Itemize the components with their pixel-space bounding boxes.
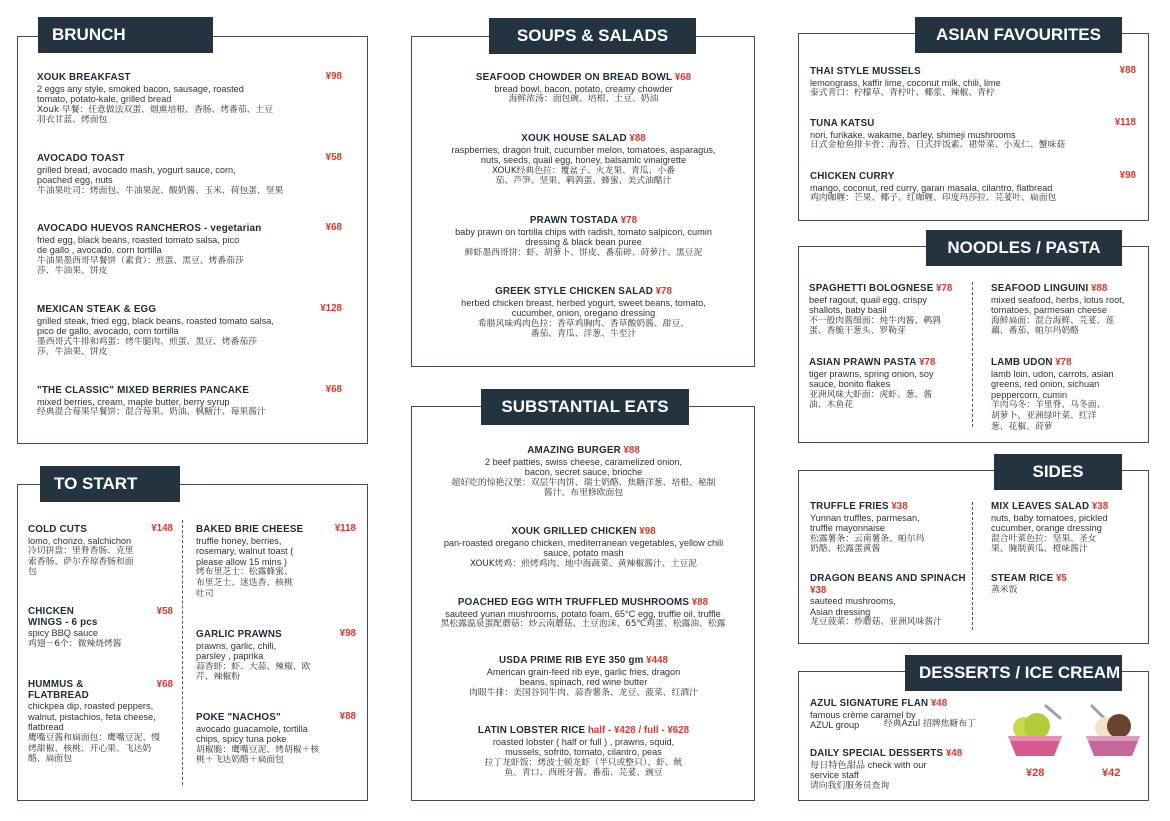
item-desc: truffle honey, berries, rosemary, walnut toast ( please allow 15 mins ) — [196, 535, 294, 567]
item-price: ¥88 — [691, 597, 709, 608]
menu-item — [810, 748, 995, 791]
menu-item — [441, 526, 726, 569]
menu-item — [441, 133, 726, 187]
item-desc-zh: 日式金枪鱼排卡骨：海苔、日式拌饭素、裙带菜、小麦仁、蟹味菇 — [810, 140, 1066, 151]
menu-item — [196, 712, 356, 766]
ice-cream-cup-icon — [1004, 704, 1066, 768]
item-name: DAILY SPECIAL DESSERTS — [810, 748, 944, 759]
item-price: ¥68 — [156, 679, 173, 690]
item-name: STEAM RICE — [991, 573, 1054, 584]
item-desc-zh: 鲜虾墨西哥饼：虾、胡萝卜、饼皮、番茄碎、莳萝汁、黑豆泥 — [464, 247, 703, 258]
item-price: ¥98 — [1119, 170, 1136, 181]
item-desc: lomo, chorizo, salchichon — [28, 535, 132, 546]
item-name: BAKED BRIE CHEESE — [196, 524, 304, 535]
item-desc: spicy BBQ sauce — [28, 628, 98, 639]
to-start-header: TO START — [40, 466, 180, 502]
item-desc: grilled steak, fried egg, black beans, roasted tomato salsa, pico de gallo, avocado, corn tortilla — [37, 315, 274, 337]
item-name: "THE CLASSIC" MIXED BERRIES PANCAKE — [37, 385, 250, 396]
menu-item — [28, 607, 173, 649]
item-price: ¥128 — [320, 303, 342, 314]
item-desc-zh: 烤布里芝士：松露蜂蜜、布里芝士、迷迭香、核桃吐司 — [196, 567, 293, 599]
item-price: ¥48 — [930, 698, 948, 709]
menu-item — [28, 680, 173, 765]
menu-item — [446, 72, 721, 105]
item-price: ¥48 — [945, 748, 963, 759]
menu-item — [810, 698, 995, 731]
menu-item — [196, 629, 356, 683]
menu-item — [446, 655, 721, 698]
item-desc: avocado guacamole, tortilla chips, spicy tuna poke — [196, 723, 308, 745]
item-name: TUNA KATSU — [810, 118, 875, 129]
item-desc: nuts, baby tomatoes, pickled cucumber, orange dressing — [991, 512, 1108, 534]
item-desc-zh: 牛油果墨西哥早餐饼（素食）：煎蛋、黑豆、烤番茄莎莎、牛油果、饼皮 — [37, 255, 244, 277]
item-name: AVOCADO TOAST — [37, 153, 125, 164]
item-desc: 2 eggs any style, smoked bacon, sausage, roasted tomato, potato-kale, grilled bread — [37, 83, 244, 105]
item-desc: sauteed mushrooms, Asian dressing — [810, 596, 896, 617]
ice-cream-cup-icon — [1082, 704, 1144, 768]
item-desc-zh: 肉眼牛排：美国谷饲牛肉、蒜香薯条、龙豆、菠菜、红酒汁 — [469, 687, 698, 698]
item-desc-zh: 经典混合莓果早餐饼：混合莓果、奶油、枫糖汁、莓果酱汁 — [37, 407, 266, 418]
item-price: ¥88 — [1090, 283, 1108, 294]
brunch-header: BRUNCH — [38, 17, 213, 53]
menu-item — [991, 501, 1141, 555]
item-name: GREEK STYLE CHICKEN SALAD — [495, 286, 654, 297]
item-desc-zh: 冷切拼盘：里脊香肠、克里索香肠、萨尔乔琼香肠和面包 — [28, 546, 134, 578]
item-desc-zh: 海鲜浓汤：面包碗、培根、土豆、奶油 — [508, 94, 659, 105]
item-desc: tiger prawns, spring onion, soy sauce, bonito flakes — [809, 368, 934, 390]
cup-price: ¥42 — [1102, 767, 1121, 779]
column-divider — [972, 282, 973, 427]
menu-item — [810, 118, 1136, 151]
item-price: ¥38 — [1091, 501, 1109, 512]
item-name: THAI STYLE MUSSELS — [810, 66, 921, 77]
item-price: ¥88 — [623, 445, 640, 456]
noodles-pasta-header: NOODLES / PASTA — [926, 230, 1122, 266]
menu-item — [37, 153, 342, 196]
menu-item — [37, 223, 342, 277]
item-desc-zh: 超好吃的惊艳汉堡：双层牛肉饼、瑞士奶酪、焦糖洋葱、培根、秘制酱汁、布里修欧面包 — [451, 477, 716, 499]
item-desc: grilled bread, avocado mash, yogurt sauce, corn, poached egg, nuts — [37, 164, 236, 186]
menu-item — [810, 66, 1136, 99]
menu-item — [37, 72, 342, 126]
item-price: ¥38 — [810, 584, 827, 596]
item-desc: mango, coconut, red curry, garan masala, cilantro, flatbread — [810, 182, 1053, 193]
item-desc-zh: 松露薯条：云南薯条、帕尔玛奶酪、松露蛋黄酱 — [810, 533, 925, 555]
item-price: ¥68 — [325, 384, 342, 395]
item-price: ¥68 — [674, 72, 692, 83]
menu-item — [37, 304, 342, 358]
item-desc: sauteed yunan mushrooms, potato foam, 65°C egg, truffle oil, truffle — [445, 608, 721, 619]
item-desc-zh: 龙豆菠菜：炒蘑菇、亚洲风味酱汁 — [810, 617, 942, 628]
item-name: AMAZING BURGER — [527, 445, 621, 456]
item-name: HUMMUS & FLATBREAD — [28, 679, 89, 701]
item-desc: beef ragout, quail egg, crispy shallots, baby basil — [809, 294, 927, 316]
item-price: ¥78 — [919, 357, 936, 368]
item-price: ¥68 — [325, 222, 342, 233]
item-name: MEXICAN STEAK & EGG — [37, 304, 157, 315]
item-price: ¥88 — [1119, 65, 1136, 76]
item-desc: lemongrass, kaffir lime, coconut milk, chili, lime — [810, 77, 1001, 88]
item-price: ¥88 — [339, 711, 356, 722]
item-price: ¥98 — [639, 526, 656, 537]
item-desc-zh: XOUK经典色拉：覆盆子、火龙果、青瓜、小番茄、芦笋、坚果、鹌鹑蛋、蜂蜜、美式油醋汁 — [492, 165, 675, 187]
item-price: ¥78 — [620, 215, 638, 226]
item-name: SEAFOOD CHOWDER ON BREAD BOWL — [475, 72, 673, 83]
menu-item — [810, 573, 968, 628]
item-price: half - ¥428 / full - ¥628 — [587, 725, 690, 736]
item-price: ¥78 — [1055, 357, 1072, 368]
item-name: TRUFFLE FRIES — [810, 501, 889, 512]
item-desc-zh: 海鲜扁面：混合海鲜、芫荽、莲藕、番茄、帕尔玛奶酪 — [991, 315, 1115, 337]
item-desc: fried egg, black beans, roasted tomato salsa, pico de gallo , avocado, corn tortilla — [37, 234, 240, 256]
item-price: ¥88 — [629, 133, 646, 144]
item-name: ASIAN PRAWN PASTA — [809, 357, 917, 368]
item-name: AVOCADO HUEVOS RANCHEROS - vegetarian — [37, 223, 262, 234]
cup-price: ¥28 — [1026, 767, 1045, 779]
item-desc-zh: 黑松露温泉蛋配蘑菇：炒云南蘑菇、土豆泡沫、65℃鸡蛋、松露油、松露 — [440, 619, 726, 630]
item-desc: roasted lobster ( half or full ) , prawns, squid, mussels, sofrito, tomato, cilantro, peas — [492, 736, 675, 758]
item-price: ¥118 — [334, 523, 356, 534]
item-desc: mixed seafood, herbs, lotus root, tomatoes, parmesan cheese — [991, 294, 1125, 316]
menu-item — [991, 357, 1141, 432]
item-desc-zh: 泰式青口：柠檬草、青柠叶、椰浆、辣椒、青柠 — [810, 88, 995, 99]
item-desc-zh: 不一般肉酱细面：炖牛肉酱、鹌鹑蛋、香脆干葱头、罗勒芽 — [809, 315, 941, 337]
item-name: MIX LEAVES SALAD — [991, 501, 1090, 512]
menu-item — [991, 283, 1141, 337]
column-divider — [182, 520, 183, 785]
column-divider — [972, 502, 973, 630]
item-desc: chickpea dip, roasted peppers, walnut, pistachios, feta cheese, flatbread — [28, 701, 156, 733]
item-desc-zh: 希腊风味鸡肉色拉：香草鸡胸肉、香草酸奶酱、甜豆、番茄、青瓜、洋葱、牛至汁 — [477, 318, 690, 340]
item-desc: pan-roasted oregano chicken, mediterranean vegetables, yellow chili sauce, potato mash — [443, 537, 724, 559]
item-price: ¥98 — [339, 628, 356, 639]
item-desc-zh: 胡椒脆：鹰嘴豆泥、烤胡椒＋核桃＋飞达奶酪＋扁面包 — [196, 744, 320, 766]
item-name: XOUK BREAKFAST — [37, 72, 131, 83]
soups-salads-header: SOUPS & SALADS — [489, 18, 696, 54]
menu-item — [441, 725, 726, 779]
item-name: USDA PRIME RIB EYE 350 gm — [499, 655, 644, 666]
item-desc-zh: 拉丁龙虾饭：烤波士顿龙虾（半只或整只）、虾、鱿鱼、青口、西班牙酱、番茄、芫荽、豌豆 — [484, 757, 683, 779]
item-price: ¥98 — [325, 71, 342, 82]
item-desc: nori, furikake, wakame, barley, shimeji mushrooms — [810, 129, 1016, 140]
item-desc: American grain-feed rib eye, garlic fries, dragon beans, spinach, red wine butter — [486, 666, 681, 688]
item-desc-zh: 混合叶菜色拉：坚果、圣女果、腌制黄瓜、橙味酱汁 — [991, 533, 1097, 555]
menu-item — [810, 171, 1136, 204]
item-name: SEAFOOD LINGUINI — [991, 283, 1089, 294]
item-name: AZUL SIGNATURE FLAN — [810, 698, 929, 709]
sides-header: SIDES — [994, 454, 1122, 490]
item-desc: famous crème caramel by AZUL group — [810, 709, 916, 731]
item-name: LATIN LOBSTER RICE — [477, 725, 586, 736]
menu-item — [446, 286, 721, 340]
item-desc: prawns, garlic, chili, parsley , paprika — [196, 640, 277, 662]
item-name: PRAWN TOSTADA — [529, 215, 619, 226]
item-desc-zh: 鹰嘴豆酱和扁面包：鹰嘴豆泥、慢烤甜椒、核桃、开心果、飞达奶酪、扁面包 — [28, 732, 160, 765]
item-desc: herbed chicken breast, herbed yogurt, sweet beans, tomato, cucumber, onion, oregano dressing — [461, 297, 706, 319]
item-desc: baby prawn on tortilla chips with radish, tomato salpicon, cumin dressing & black bean puree — [455, 226, 712, 248]
item-price: ¥448 — [646, 655, 668, 666]
menu-item — [37, 385, 342, 418]
menu-item — [28, 524, 173, 578]
item-name: SPAGHETTI BOLOGNESE — [809, 283, 934, 294]
item-name: POKE "NACHOS" — [196, 712, 281, 723]
item-name: CHICKEN CURRY — [810, 171, 895, 182]
menu-item — [991, 573, 1141, 595]
item-name: DRAGON BEANS AND SPINACH — [810, 573, 966, 584]
substantial-eats-header: SUBSTANTIAL EATS — [481, 389, 689, 425]
item-desc-zh: 羊肉乌冬：羊里脊、乌冬面、胡萝卜、亚洲绿叶菜、红洋葱、花椒、莳萝 — [991, 400, 1106, 432]
menu-item — [809, 357, 967, 411]
item-desc: bread bowl, bacon, potato, creamy chowder — [494, 83, 673, 94]
item-price: ¥148 — [151, 523, 173, 534]
item-desc-zh: 墨西哥式牛排和鸡蛋：烤牛腿肉、煎蛋、黑豆、烤番茄莎莎、牛油果、饼皮 — [37, 336, 257, 358]
item-name: POACHED EGG WITH TRUFFLED MUSHROOMS — [457, 597, 690, 608]
menu-item — [416, 597, 750, 630]
item-price: ¥78 — [655, 286, 672, 297]
menu-item — [196, 524, 356, 599]
menu-item — [810, 501, 968, 555]
item-desc: mixed berries, cream, maple butter, berry syrup — [37, 396, 230, 407]
item-desc-zh: 请向我们服务员查询 — [810, 780, 890, 791]
item-price: ¥38 — [891, 501, 908, 512]
item-name: CHICKEN WINGS - 6 pcs — [28, 606, 98, 628]
item-name: COLD CUTS — [28, 524, 87, 535]
item-desc-zh: 经典Azul 招牌焦糖布丁 — [884, 719, 976, 729]
item-desc-zh: XOUK烤鸡：煎烤鸡肉、地中海蔬菜、黄辣椒酱汁、土豆泥 — [470, 558, 697, 569]
menu-item — [441, 445, 726, 499]
item-desc-zh: 牛油果吐司：烤面包、牛油果泥、酸奶酱、玉米、荷包蛋、坚果 — [37, 185, 284, 196]
item-desc-zh: Xouk 早餐：任意做法双蛋、烟熏培根、香肠、烤番茄、土豆羽衣甘蓝、烤面包 — [37, 104, 274, 126]
item-desc: Yunnan truffles, parmesan, truffle mayonnaise — [810, 512, 920, 534]
desserts-header: DESSERTS / ICE CREAM — [905, 655, 1122, 691]
item-desc: raspberries, dragon fruit, cucumber melon, tomatoes, asparagus, nuts, seeds, quail egg, honey, balsamic vinaigrette — [451, 144, 716, 166]
item-desc-zh: 蒜香虾：虾、大蒜、辣椒、欧芹、辣椒粉 — [196, 661, 311, 683]
menu-item — [446, 215, 721, 258]
item-name: XOUK GRILLED CHICKEN — [511, 526, 637, 537]
item-price: ¥118 — [1114, 117, 1136, 128]
item-desc: 2 beef patties, swiss cheese, caramelized onion, bacon, secret sauce, brioche — [484, 456, 683, 478]
item-name: LAMB UDON — [991, 357, 1053, 368]
asian-favourites-header: ASIAN FAVOURITES — [915, 17, 1122, 53]
item-price: ¥58 — [325, 152, 342, 163]
item-name: XOUK HOUSE SALAD — [521, 133, 627, 144]
item-price: ¥78 — [936, 283, 953, 294]
item-price: ¥58 — [156, 606, 173, 617]
item-desc-zh: 鸡肉咖喱：芒果、椰子、红咖喱、印度玛莎拉、芫荽叶、扁面包 — [810, 193, 1057, 204]
item-desc-zh: 鸡翅－6个：微辣烧烤酱 — [28, 638, 122, 649]
item-desc-zh: 亚洲风味大虾面：虎虾、葱、酱油、木鱼花 — [809, 389, 933, 411]
menu-item — [809, 283, 967, 337]
item-price: ¥5 — [1055, 573, 1067, 584]
item-desc: lamb loin, udon, carrots, asian greens, red onion, sichuan peppercorn, cumin — [991, 368, 1114, 400]
item-desc-zh: 蒸米饭 — [991, 584, 1018, 595]
item-name: GARLIC PRAWNS — [196, 629, 282, 640]
item-desc: 每日特色甜品 check with our service staff — [810, 759, 927, 781]
